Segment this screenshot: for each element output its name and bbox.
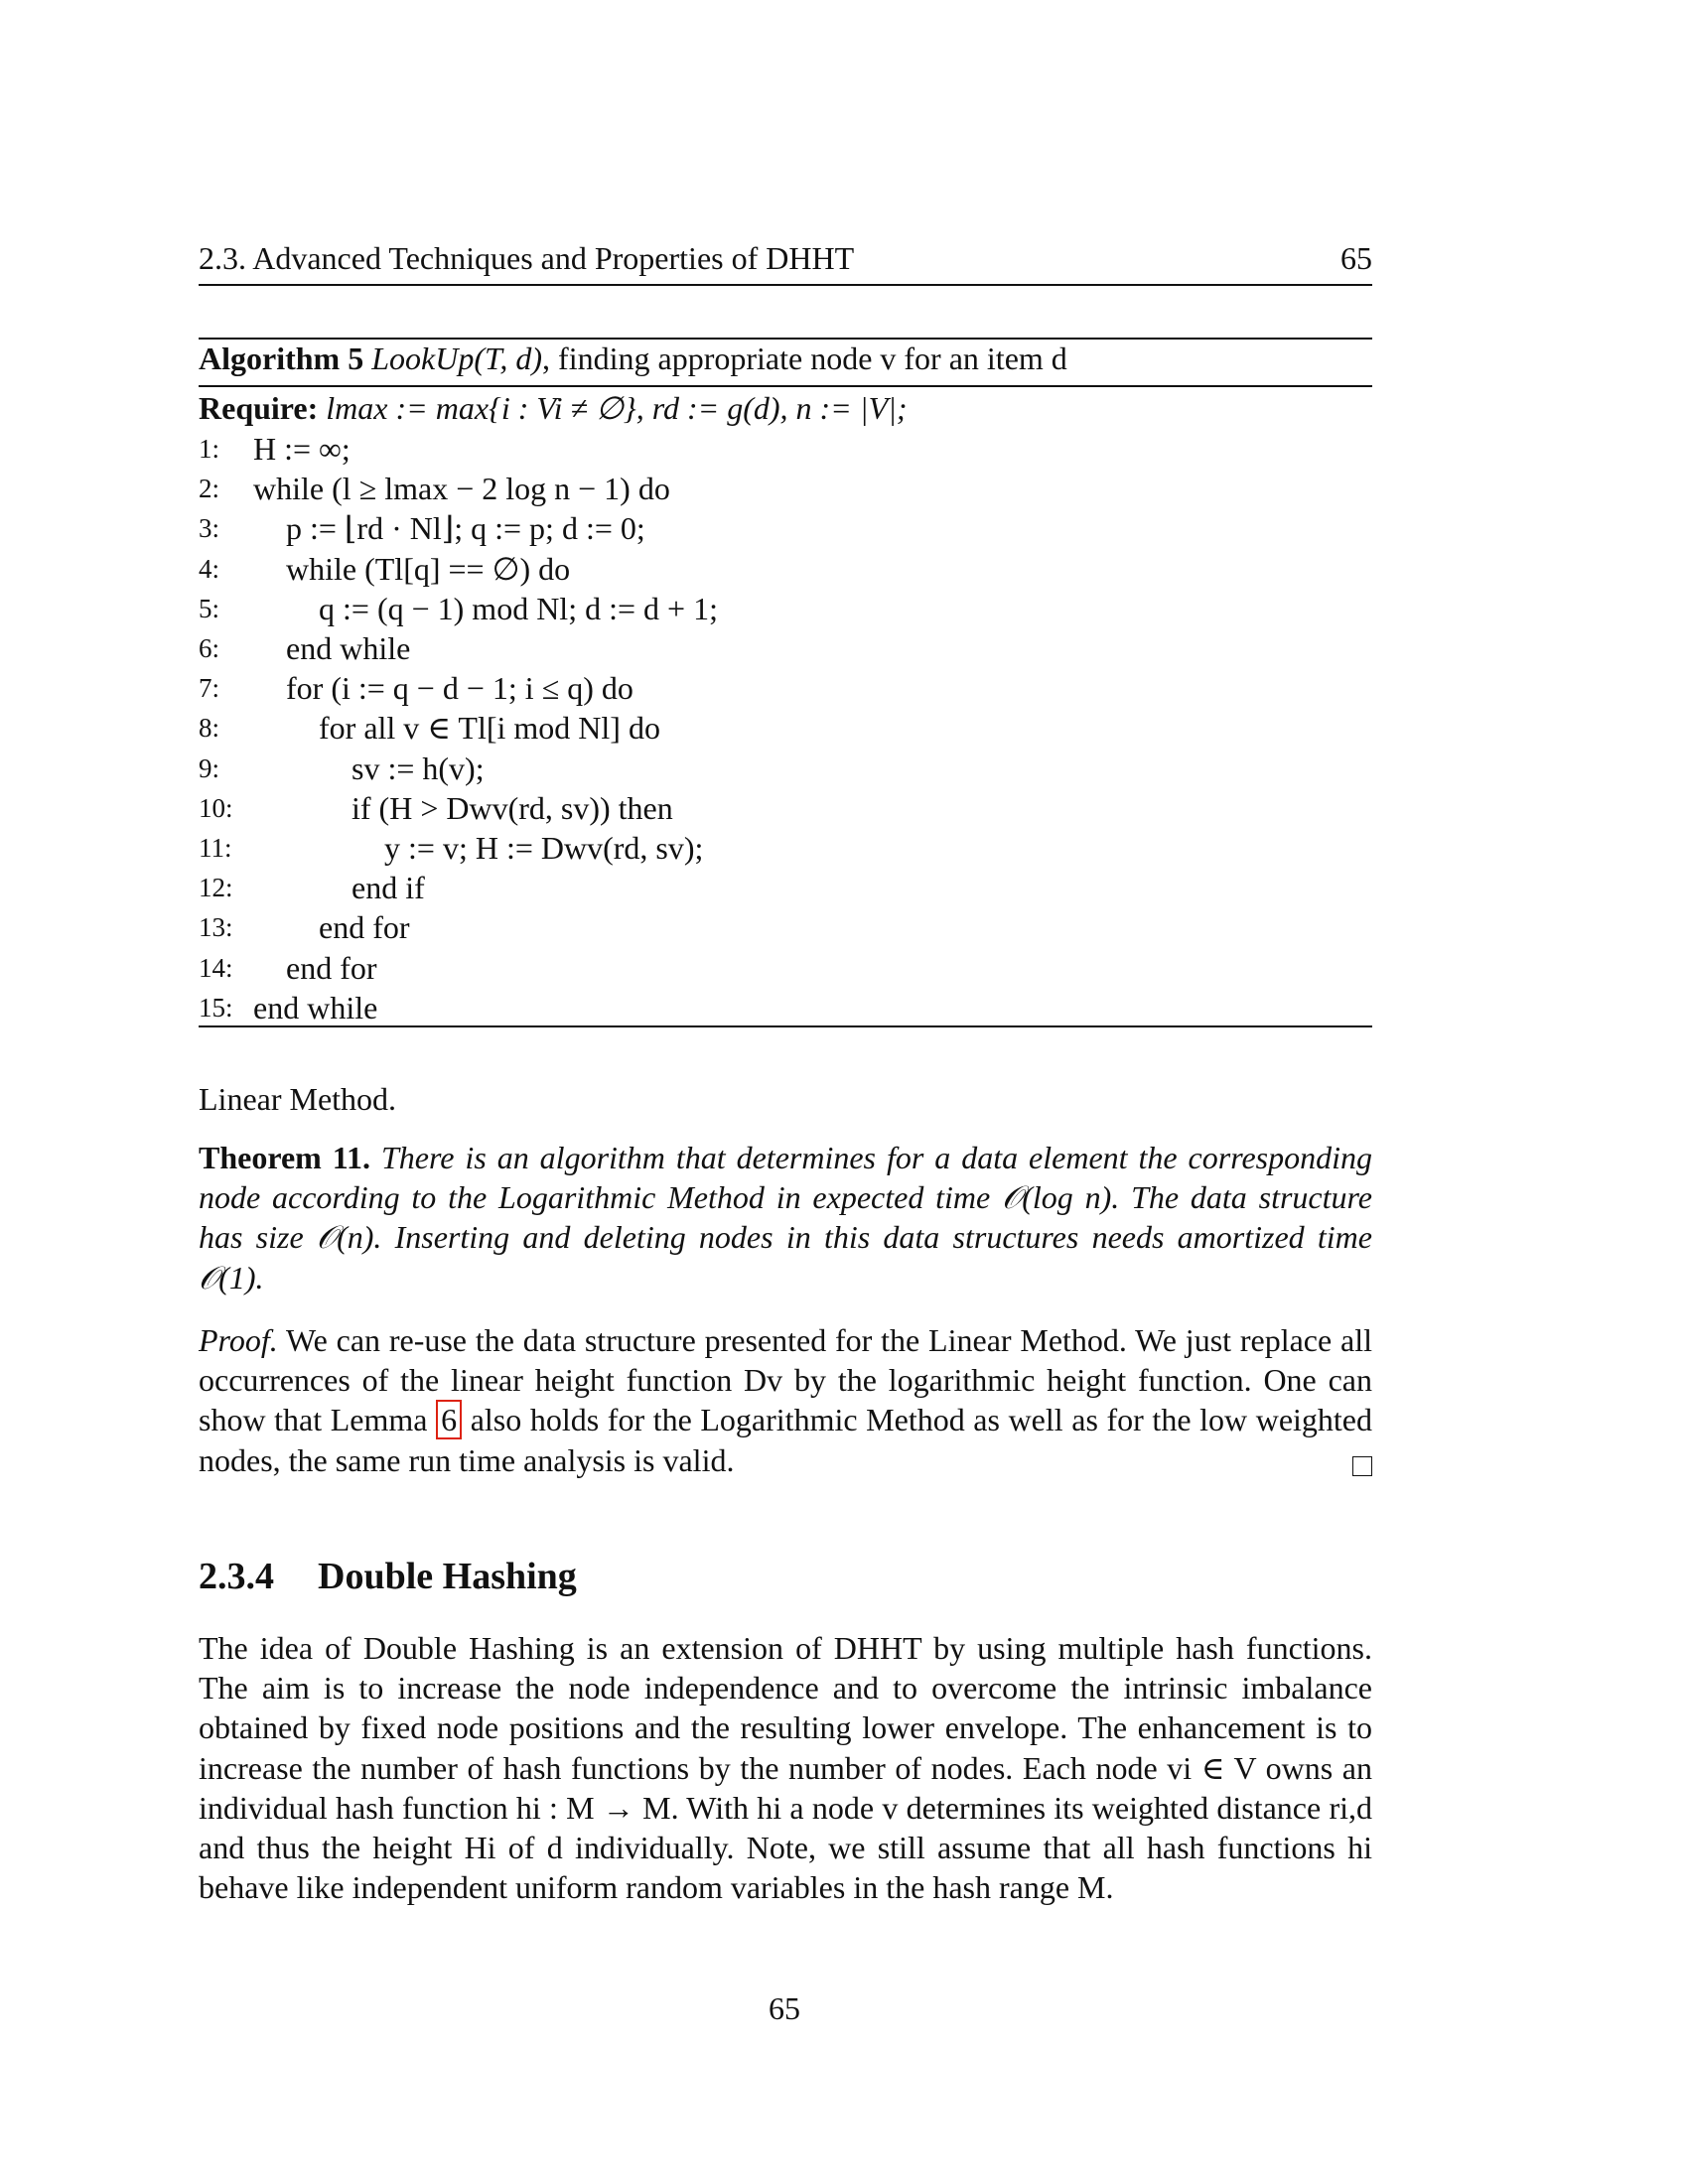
algorithm-line-code: for (i := q − d − 1; i ≤ q) do: [286, 670, 633, 707]
linear-method-text: Linear Method.: [199, 1081, 397, 1117]
page-number-footer: 65: [769, 1990, 800, 2026]
algorithm-line-number: 3:: [199, 513, 220, 544]
algorithm-line-number: 14:: [199, 952, 233, 983]
algorithm-bottom-rule: [199, 1025, 1372, 1027]
proof: [199, 1320, 1372, 1480]
algorithm-line: [0, 708, 1688, 748]
qed-icon: [1352, 1456, 1372, 1476]
algorithm-line-number: 9:: [199, 752, 220, 783]
algorithm-line: [0, 628, 1688, 668]
algorithm-name: LookUp(T, d): [371, 341, 543, 376]
algorithm-line-number: 6:: [199, 633, 220, 663]
algorithm-caption: [199, 341, 1067, 377]
algorithm-line: [0, 508, 1688, 548]
algorithm-line: [0, 429, 1688, 469]
section-heading: [199, 1555, 577, 1598]
algorithm-caption-text: , finding appropriate node v for an item d: [542, 341, 1067, 376]
running-header-title: 2.3. Advanced Techniques and Properties of DHHT: [199, 240, 855, 276]
algorithm-line: [0, 907, 1688, 947]
algorithm-line-code: end while: [286, 630, 411, 666]
algorithm-line-number: 15:: [199, 992, 233, 1023]
algorithm-line-number: 8:: [199, 713, 220, 744]
algorithm-line-code: end for: [286, 949, 377, 986]
theorem-text: There is an algorithm that determines for a data element the corresponding node according to the Logarithmic Method in expected time 𝒪(log n). The data structure has size 𝒪(n). Inserting and deleting nodes in this data structures needs amortized time 𝒪(1).: [199, 1140, 1373, 1296]
require-label: Require:: [199, 390, 319, 426]
algorithm-require: [199, 389, 908, 427]
algorithm-line-number: 7:: [199, 673, 220, 704]
algorithm-line-code: q := (q − 1) mod Nl; d := d + 1;: [319, 590, 718, 626]
section-paragraph: The idea of Double Hashing is an extension of DHHT by using multiple hash functions. The aim is to increase the node independence and to overcome the intrinsic imbalance obtained by fixed node positions and the resulting lower envelope. The enhancement is to increase the number of hash functions by the number of nodes. Each node vi ∈ V owns an individual hash function hi : M → M. With hi a node v determines its weighted distance ri,d and thus the height Hi of d individually. Note, we still assume that all hash functions hi behave like independent uniform random variables in the hash range M.: [199, 1630, 1372, 1906]
algorithm-line-code: H := ∞;: [253, 431, 351, 467]
algorithm-line: [0, 589, 1688, 628]
algorithm-line-code: for all v ∈ Tl[i mod Nl] do: [319, 710, 660, 747]
algorithm-line: [0, 788, 1688, 828]
algorithm-line: [0, 988, 1688, 1027]
algorithm-line-number: 13:: [199, 912, 233, 943]
header-rule: [199, 284, 1372, 286]
algorithm-line-code: end for: [319, 909, 410, 946]
algorithm-line-code: while (Tl[q] == ∅) do: [286, 550, 571, 587]
lemma-reference-link[interactable]: 6: [436, 1400, 462, 1439]
algorithm-label: Algorithm 5: [199, 341, 364, 376]
algorithm-line-number: 11:: [199, 833, 232, 863]
algorithm-line-code: end while: [253, 989, 378, 1025]
algorithm-line-number: 5:: [199, 593, 220, 623]
algorithm-line-number: 2:: [199, 474, 220, 504]
algorithm-line-number: 4:: [199, 553, 220, 584]
section-title: Double Hashing: [318, 1556, 577, 1597]
algorithm-line-number: 1:: [199, 434, 220, 464]
algorithm-line: [0, 749, 1688, 788]
theorem-label: Theorem 11.: [199, 1140, 371, 1175]
algorithm-line: [0, 828, 1688, 868]
algorithm-line: [0, 549, 1688, 589]
proof-label: Proof.: [199, 1322, 278, 1358]
require-text: lmax := max{i : Vi ≠ ∅}, rd := g(d), n := |V|;: [326, 390, 908, 426]
algorithm-line-code: y := v; H := Dwv(rd, sv);: [384, 830, 704, 866]
algorithm-line: [0, 469, 1688, 508]
algorithm-line-code: while (l ≥ lmax − 2 log n − 1) do: [253, 471, 670, 507]
algorithm-top-rule: [199, 338, 1372, 340]
algorithm-line-number: 10:: [199, 792, 233, 823]
algorithm-line: [0, 668, 1688, 708]
algorithm-line-code: end if: [352, 870, 425, 906]
theorem-11: [199, 1138, 1372, 1297]
running-header-page: 65: [1340, 240, 1372, 276]
algorithm-mid-rule: [199, 385, 1372, 387]
algorithm-line-number: 12:: [199, 873, 233, 903]
algorithm-line-code: sv := h(v);: [352, 750, 485, 786]
algorithm-line-code: p := ⌊rd · Nl⌋; q := p; d := 0;: [286, 510, 645, 547]
algorithm-line: [0, 948, 1688, 988]
algorithm-line-code: if (H > Dwv(rd, sv)) then: [352, 789, 673, 826]
section-number: 2.3.4: [199, 1556, 274, 1597]
algorithm-line: [0, 868, 1688, 907]
proof-text-after: also holds for the Logarithmic Method as well as for the low weighted nodes, the same run time analysis is valid.: [199, 1402, 1373, 1478]
proof-text-before: We can re-use the data structure presented for the Linear Method. We just replace all occurrences of the linear height function Dv by the logarithmic height function. One can show that Lemma: [199, 1322, 1373, 1438]
